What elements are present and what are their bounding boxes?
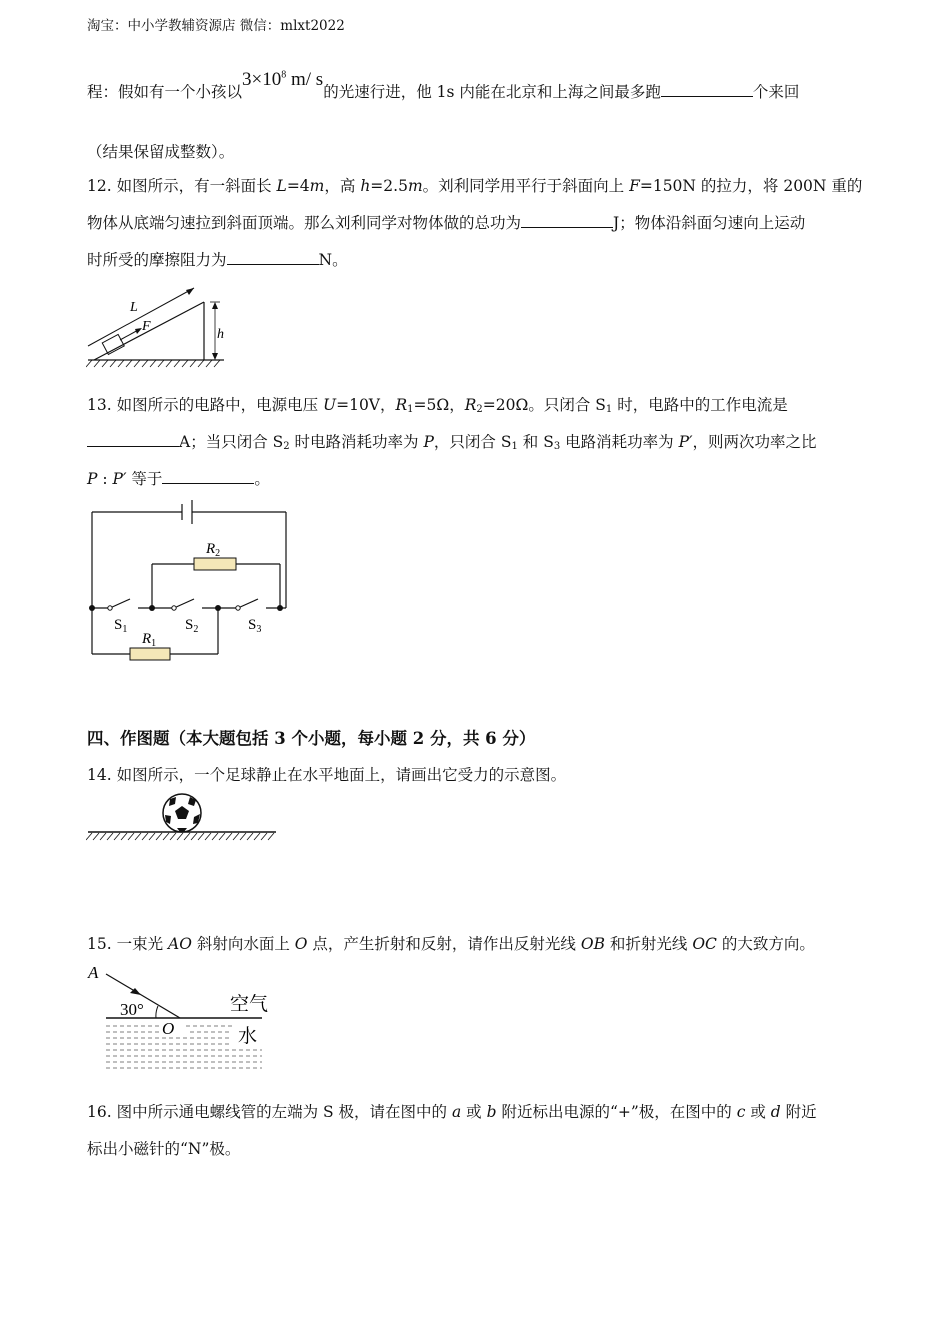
- floor-hatch: [86, 833, 274, 840]
- angle-arc: [156, 1006, 158, 1018]
- battery-symbol: [182, 500, 192, 524]
- q11-line1: 程：假如有一个小孩以$3\times 10^8$ m/ s的光速行进，他 1s 内能在北京和上海之间最多跑 个来回: [87, 69, 800, 101]
- q15-line1: 15. 一束光 AO 斜射向水面上 O 点，产生折射和反射，请作出反射光线 OB 和折射光线 OC 的大致方向。: [87, 935, 815, 953]
- label-S1: $S_1$: [114, 617, 128, 635]
- football-icon: [163, 794, 201, 832]
- resistor-R1: [130, 648, 170, 660]
- answer-blank[interactable]: [661, 82, 753, 97]
- answer-blank[interactable]: [162, 469, 254, 484]
- q11-line2: （结果保留成整数）。: [87, 143, 235, 161]
- incline-figure: [86, 280, 231, 372]
- circuit-figure: [86, 500, 296, 665]
- label-water: 水: [238, 1026, 258, 1047]
- q12-line2: 物体从底端匀速拉到斜面顶端。那么刘利同学对物体做的总功为 J；物体沿斜面匀速向上运动: [87, 214, 806, 232]
- refraction-figure: [86, 960, 286, 1072]
- force-arrowhead: [135, 328, 142, 334]
- q12-line3: 时所受的摩擦阻力为 N。: [87, 251, 348, 269]
- q16-line1: 16. 图中所示通电螺线管的左端为 S 极，请在图中的 a 或 b 附近标出电源的“+”极，在图中的 c 或 d 附近: [87, 1103, 817, 1121]
- block: [102, 334, 124, 354]
- q13-line1: 13. 如图所示的电路中，电源电压 U=10V，$R_1=5\Omega$，$R_2=20\Omega$。只闭合 $S_1$ 时，电路中的工作电流是: [87, 396, 788, 415]
- answer-blank[interactable]: [87, 432, 179, 447]
- label-air: 空气: [230, 994, 269, 1015]
- label-h: h: [217, 327, 224, 342]
- label-F: F: [142, 319, 151, 334]
- answer-blank[interactable]: [227, 250, 319, 265]
- label-R1: $R_1$: [142, 631, 157, 649]
- football-figure: [86, 792, 281, 848]
- answer-blank[interactable]: [521, 213, 613, 228]
- label-S3: $S_3$: [248, 617, 262, 635]
- label-S2: $S_2$: [185, 617, 199, 635]
- label-R2: $R_2$: [206, 541, 221, 559]
- resistor-R2: [194, 558, 236, 570]
- q16-line2: 标出小磁针的“N”极。: [87, 1140, 241, 1158]
- q12-line1: 12. 如图所示，有一斜面长 L=4m，高 h=2.5m。刘利同学用平行于斜面向上 F=150N 的拉力，将 200N 重的: [87, 177, 863, 195]
- q13-line2: A；当只闭合 $S_2$ 时电路消耗功率为 P，只闭合 $S_1$ 和 $S_3$ 电路消耗功率为 P′，则两次功率之比: [87, 430, 817, 452]
- label-A: A: [88, 963, 99, 982]
- q13-line3: P : P′ 等于 。: [87, 470, 270, 488]
- label-L: L: [130, 300, 138, 315]
- length-arrow: [88, 288, 194, 346]
- label-O: O: [162, 1019, 175, 1038]
- length-arrowhead: [186, 288, 194, 295]
- ground-hatch: [86, 360, 220, 367]
- speed-formula: $3\times 10^8$ m/ s: [242, 69, 324, 90]
- page-header: 淘宝：中小学教辅资源店 微信：mlxt2022: [87, 18, 345, 34]
- junction-dots: [89, 605, 283, 611]
- label-angle: 30°: [120, 1000, 144, 1019]
- q14-line1: 14. 如图所示，一个足球静止在水平地面上，请画出它受力的示意图。: [87, 766, 567, 784]
- section-title: 四、作图题（本大题包括 3 个小题，每小题 2 分，共 6 分）: [87, 729, 536, 748]
